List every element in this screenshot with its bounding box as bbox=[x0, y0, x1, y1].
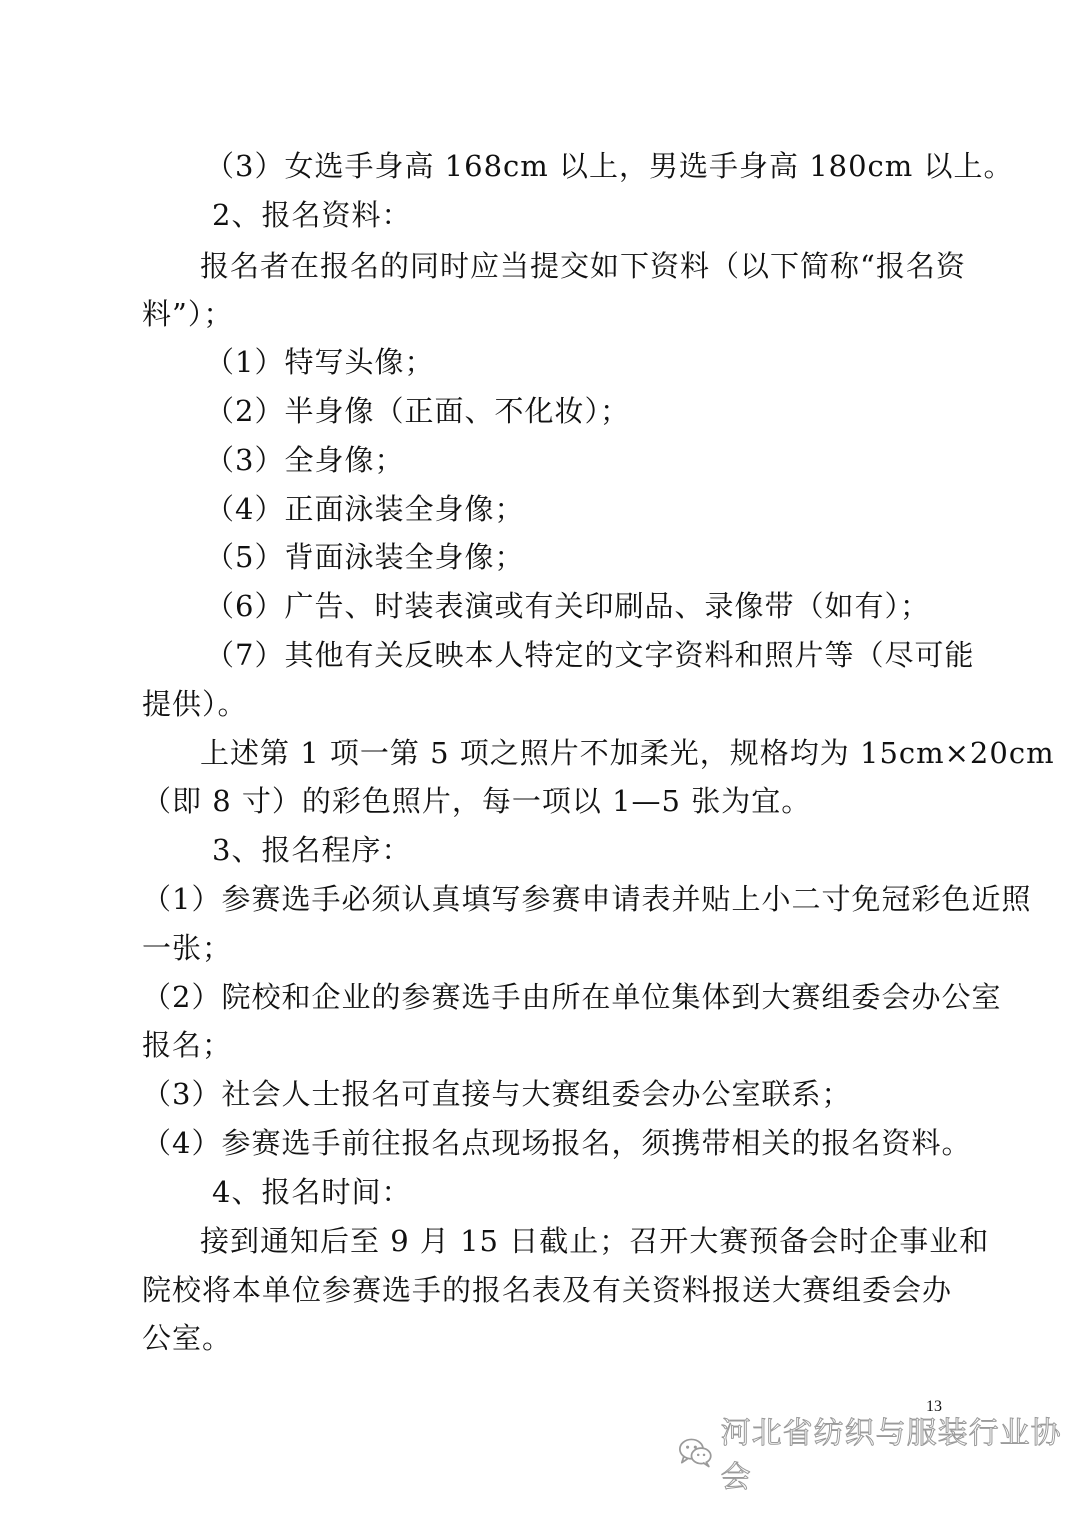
paragraph-line: 公室。 bbox=[142, 1321, 233, 1355]
section-heading-procedure: 3、报名程序： bbox=[212, 833, 412, 867]
section-heading-time: 4、报名时间： bbox=[212, 1175, 412, 1209]
list-item: （4）正面泳装全身像； bbox=[205, 492, 525, 526]
list-item: （3）全身像； bbox=[205, 443, 405, 477]
wechat-icon bbox=[676, 1432, 715, 1472]
list-item: （5）背面泳装全身像； bbox=[205, 540, 525, 574]
paragraph-line: 接到通知后至 9 月 15 日截止；召开大赛预备会时企事业和 bbox=[200, 1224, 990, 1258]
paragraph-line: 上述第 1 项一第 5 项之照片不加柔光，规格均为 15cm×20cm bbox=[200, 736, 1055, 770]
list-item: （1）特写头像； bbox=[205, 345, 435, 379]
list-item: （6）广告、时装表演或有关印刷品、录像带（如有）； bbox=[205, 589, 930, 623]
list-item: （2）院校和企业的参赛选手由所在单位集体到大赛组委会办公室 bbox=[142, 980, 1002, 1014]
paragraph-line: 院校将本单位参赛选手的报名表及有关资料报送大赛组委会办 bbox=[142, 1273, 953, 1307]
list-item-continuation: 报名； bbox=[142, 1028, 233, 1062]
section-heading-materials: 2、报名资料： bbox=[212, 198, 412, 232]
list-item: （7）其他有关反映本人特定的文字资料和照片等（尽可能 bbox=[205, 638, 975, 672]
requirement-height: （3）女选手身高 168cm 以上，男选手身高 180cm 以上。 bbox=[205, 149, 1014, 183]
watermark bbox=[676, 1416, 1080, 1495]
list-item-continuation: 一张； bbox=[142, 931, 233, 965]
list-item-continuation: 提供）。 bbox=[142, 687, 248, 721]
page-number: 13 bbox=[926, 1398, 942, 1415]
paragraph-line: 报名者在报名的同时应当提交如下资料（以下简称“报名资 bbox=[200, 249, 966, 283]
list-item: （1）参赛选手必须认真填写参赛申请表并贴上小二寸免冠彩色近照 bbox=[142, 882, 1032, 916]
watermark-text: 河北省纺织与服装行业协会 bbox=[720, 1416, 1062, 1495]
list-item: （3）社会人士报名可直接与大赛组委会办公室联系； bbox=[142, 1077, 852, 1111]
list-item: （4）参赛选手前往报名点现场报名，须携带相关的报名资料。 bbox=[142, 1126, 972, 1160]
list-item: （2）半身像（正面、不化妆）； bbox=[205, 394, 630, 428]
paragraph-line: 料”）； bbox=[142, 297, 234, 331]
paragraph-line: （即 8 寸）的彩色照片，每一项以 1—5 张为宜。 bbox=[142, 784, 812, 818]
